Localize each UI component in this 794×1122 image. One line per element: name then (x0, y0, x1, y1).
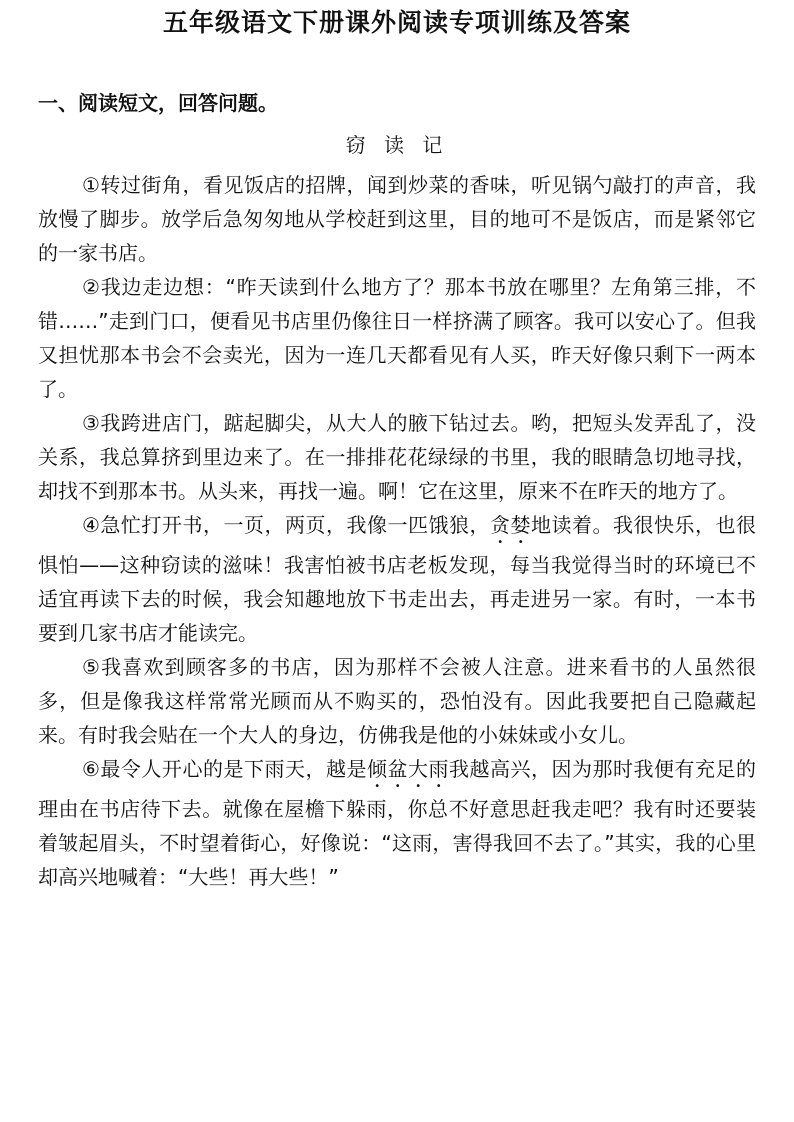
document-page (38, 0, 756, 1122)
article-body (38, 168, 756, 894)
paragraph-5: ⑤我喜欢到顾客多的书店，因为那样不会被人注意。进来看书的人虽然很多，但是像我这样常常光顾而从不购买的，恐怕没有。因此我要把自己隐藏起来。有时我会贴在一个大人的身边，仿佛我是他的小妹妹或小女儿。 (38, 655, 756, 747)
paragraph-4 (38, 508, 756, 650)
section-heading: 一、阅读短文，回答问题。 (38, 91, 278, 115)
paragraph-4-emphasis-word: 贪婪 (489, 513, 531, 537)
paragraph-3: ③我跨进店门，踮起脚尖，从大人的腋下钻过去。哟，把短头发弄乱了，没关系，我总算挤到里边来了。在一排排花花绿绿的书里，我的眼睛急切地寻找，却找不到那本书。从头来，再找一遍。啊！它在这里，原来不在昨天的地方了。 (38, 411, 756, 503)
paragraph-1: ①转过街角，看见饭店的招牌，闻到炒菜的香味，听见锅勺敲打的声音，我放慢了脚步。放学后急匆匆地从学校赶到这里，目的地可不是饭店，而是紧邻它的一家书店。 (38, 173, 756, 265)
paragraph-2: ②我边走边想：“昨天读到什么地方了？那本书放在哪里？左角第三排，不错……”走到门口，便看见书店里仍像往日一样挤满了顾客。我可以安心了。但我又担忧那本书会不会卖光，因为一连几天都看见有人买，昨天好像只剩下一两本了。 (38, 275, 756, 401)
paragraph-6-text-after: 我越高兴，因为那时我便有充足的理由在书店待下去。就像在屋檐下躲雨，你总不好意思赶我走吧？我有时还要装着皱起眉头，不时望着街心，好像说：“这雨，害得我回不去了。”其实，我的心里却高兴地喊着：“大些！再大些！” (38, 757, 757, 889)
paragraph-6-text-before: ⑥最令人开心的是下雨天，越是 (82, 757, 367, 781)
paragraph-4-text-after: 地读着。我很快乐，也很惧怕——这种窃读的滋味！我害怕被书店老板发现，每当我觉得当时的环境已不适宜再读下去的时候，我会知趣地放下书走出去，再走进另一家。有时，一本书要到几家书店才能读完。 (38, 513, 757, 645)
document-title: 五年级语文下册课外阅读专项训练及答案 (162, 8, 631, 37)
paragraph-4-text-before: ④急忙打开书，一页，两页，我像一匹饿狼， (82, 513, 490, 537)
paragraph-6-emphasis-word: 倾盆大雨 (366, 757, 449, 781)
article-title: 窃 读 记 (345, 133, 449, 157)
paragraph-6 (38, 752, 756, 894)
